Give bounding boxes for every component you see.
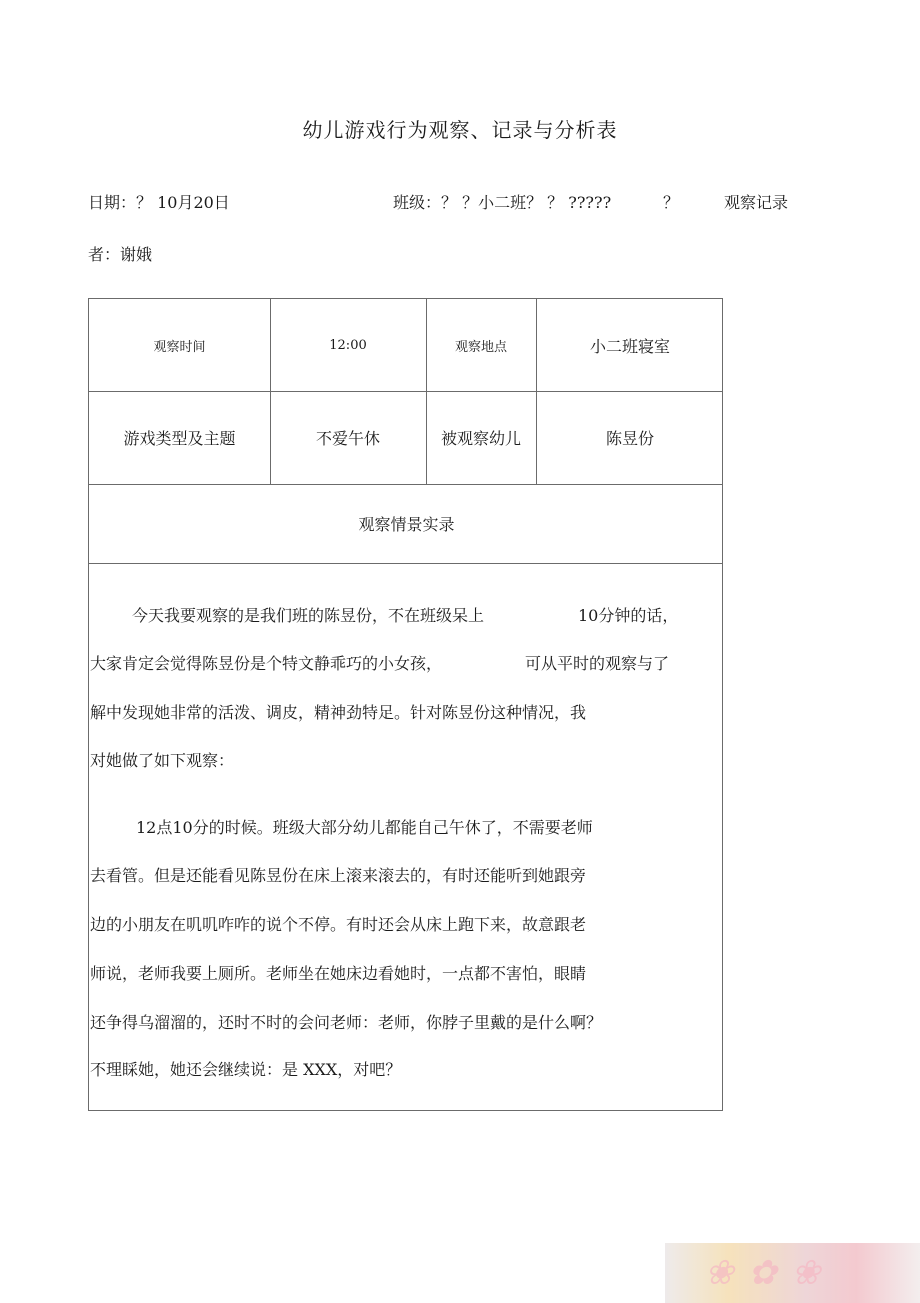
observation-location-value: 小二班寝室	[589, 336, 670, 356]
observation-location-label: 观察地点	[454, 339, 507, 355]
watermark-logo	[665, 1243, 920, 1303]
paragraph-line: 对她做了如下观察：	[90, 751, 235, 770]
section-header: 观察情景实录	[358, 515, 455, 534]
paragraph-line: 边的小朋友在叽叽咋咋的说个不停。有时还会从床上跑下来，故意跟老	[90, 915, 587, 934]
paragraph-line: 师说，老师我要上厕所。老师坐在她床边看她时，一点都不害怕，眼睛	[90, 964, 587, 983]
row-divider	[89, 563, 722, 564]
paragraph-line: 可从平时的观察与了	[525, 654, 670, 673]
recorder-name: 者：谢娥	[88, 245, 153, 264]
paragraph-line: 大家肯定会觉得陈昱份是个特文静乖巧的小女孩，	[90, 654, 443, 673]
observed-child-value: 陈昱份	[605, 429, 654, 448]
observation-time-value: 12:00	[329, 337, 367, 353]
paragraph-line: 10分钟的话，	[578, 606, 679, 625]
date-label: 日期：？ 10月20日	[88, 193, 230, 212]
paragraph-line: 去看管。但是还能看见陈昱份在床上滚来滚去的，有时还能听到她跟旁	[90, 866, 587, 885]
observed-child-label: 被观察幼儿	[440, 429, 521, 448]
paragraph-line: 还争得乌溜溜的，还时不时的会问老师：老师，你脖子里戴的是什么啊？	[90, 1013, 603, 1032]
game-type-label: 游戏类型及主题	[123, 429, 236, 448]
game-type-value: 不爱午休	[315, 429, 380, 448]
paragraph-line: 12点10分的时候。班级大部分幼儿都能自己午休了，不需要老师	[136, 818, 593, 837]
paragraph-line: 解中发现她非常的活泼、调皮，精神劲特足。针对陈昱份这种情况，我	[90, 703, 587, 722]
page-title: 幼儿游戏行为观察、记录与分析表	[302, 118, 618, 142]
class-label: 班级：？ ？小二班？ ？ ?????	[393, 193, 612, 212]
observation-time-label: 观察时间	[153, 339, 206, 355]
separator-mark: ？	[663, 193, 680, 212]
paragraph-line: 今天我要观察的是我们班的陈昱份，不在班级呆上	[132, 606, 485, 625]
watermark-icon: ❀ ✿ ❀	[705, 1253, 823, 1293]
recorder-label: 观察记录	[724, 193, 789, 212]
paragraph-line: 不理睬她，她还会继续说：是 XXX，对吧？	[90, 1060, 402, 1079]
